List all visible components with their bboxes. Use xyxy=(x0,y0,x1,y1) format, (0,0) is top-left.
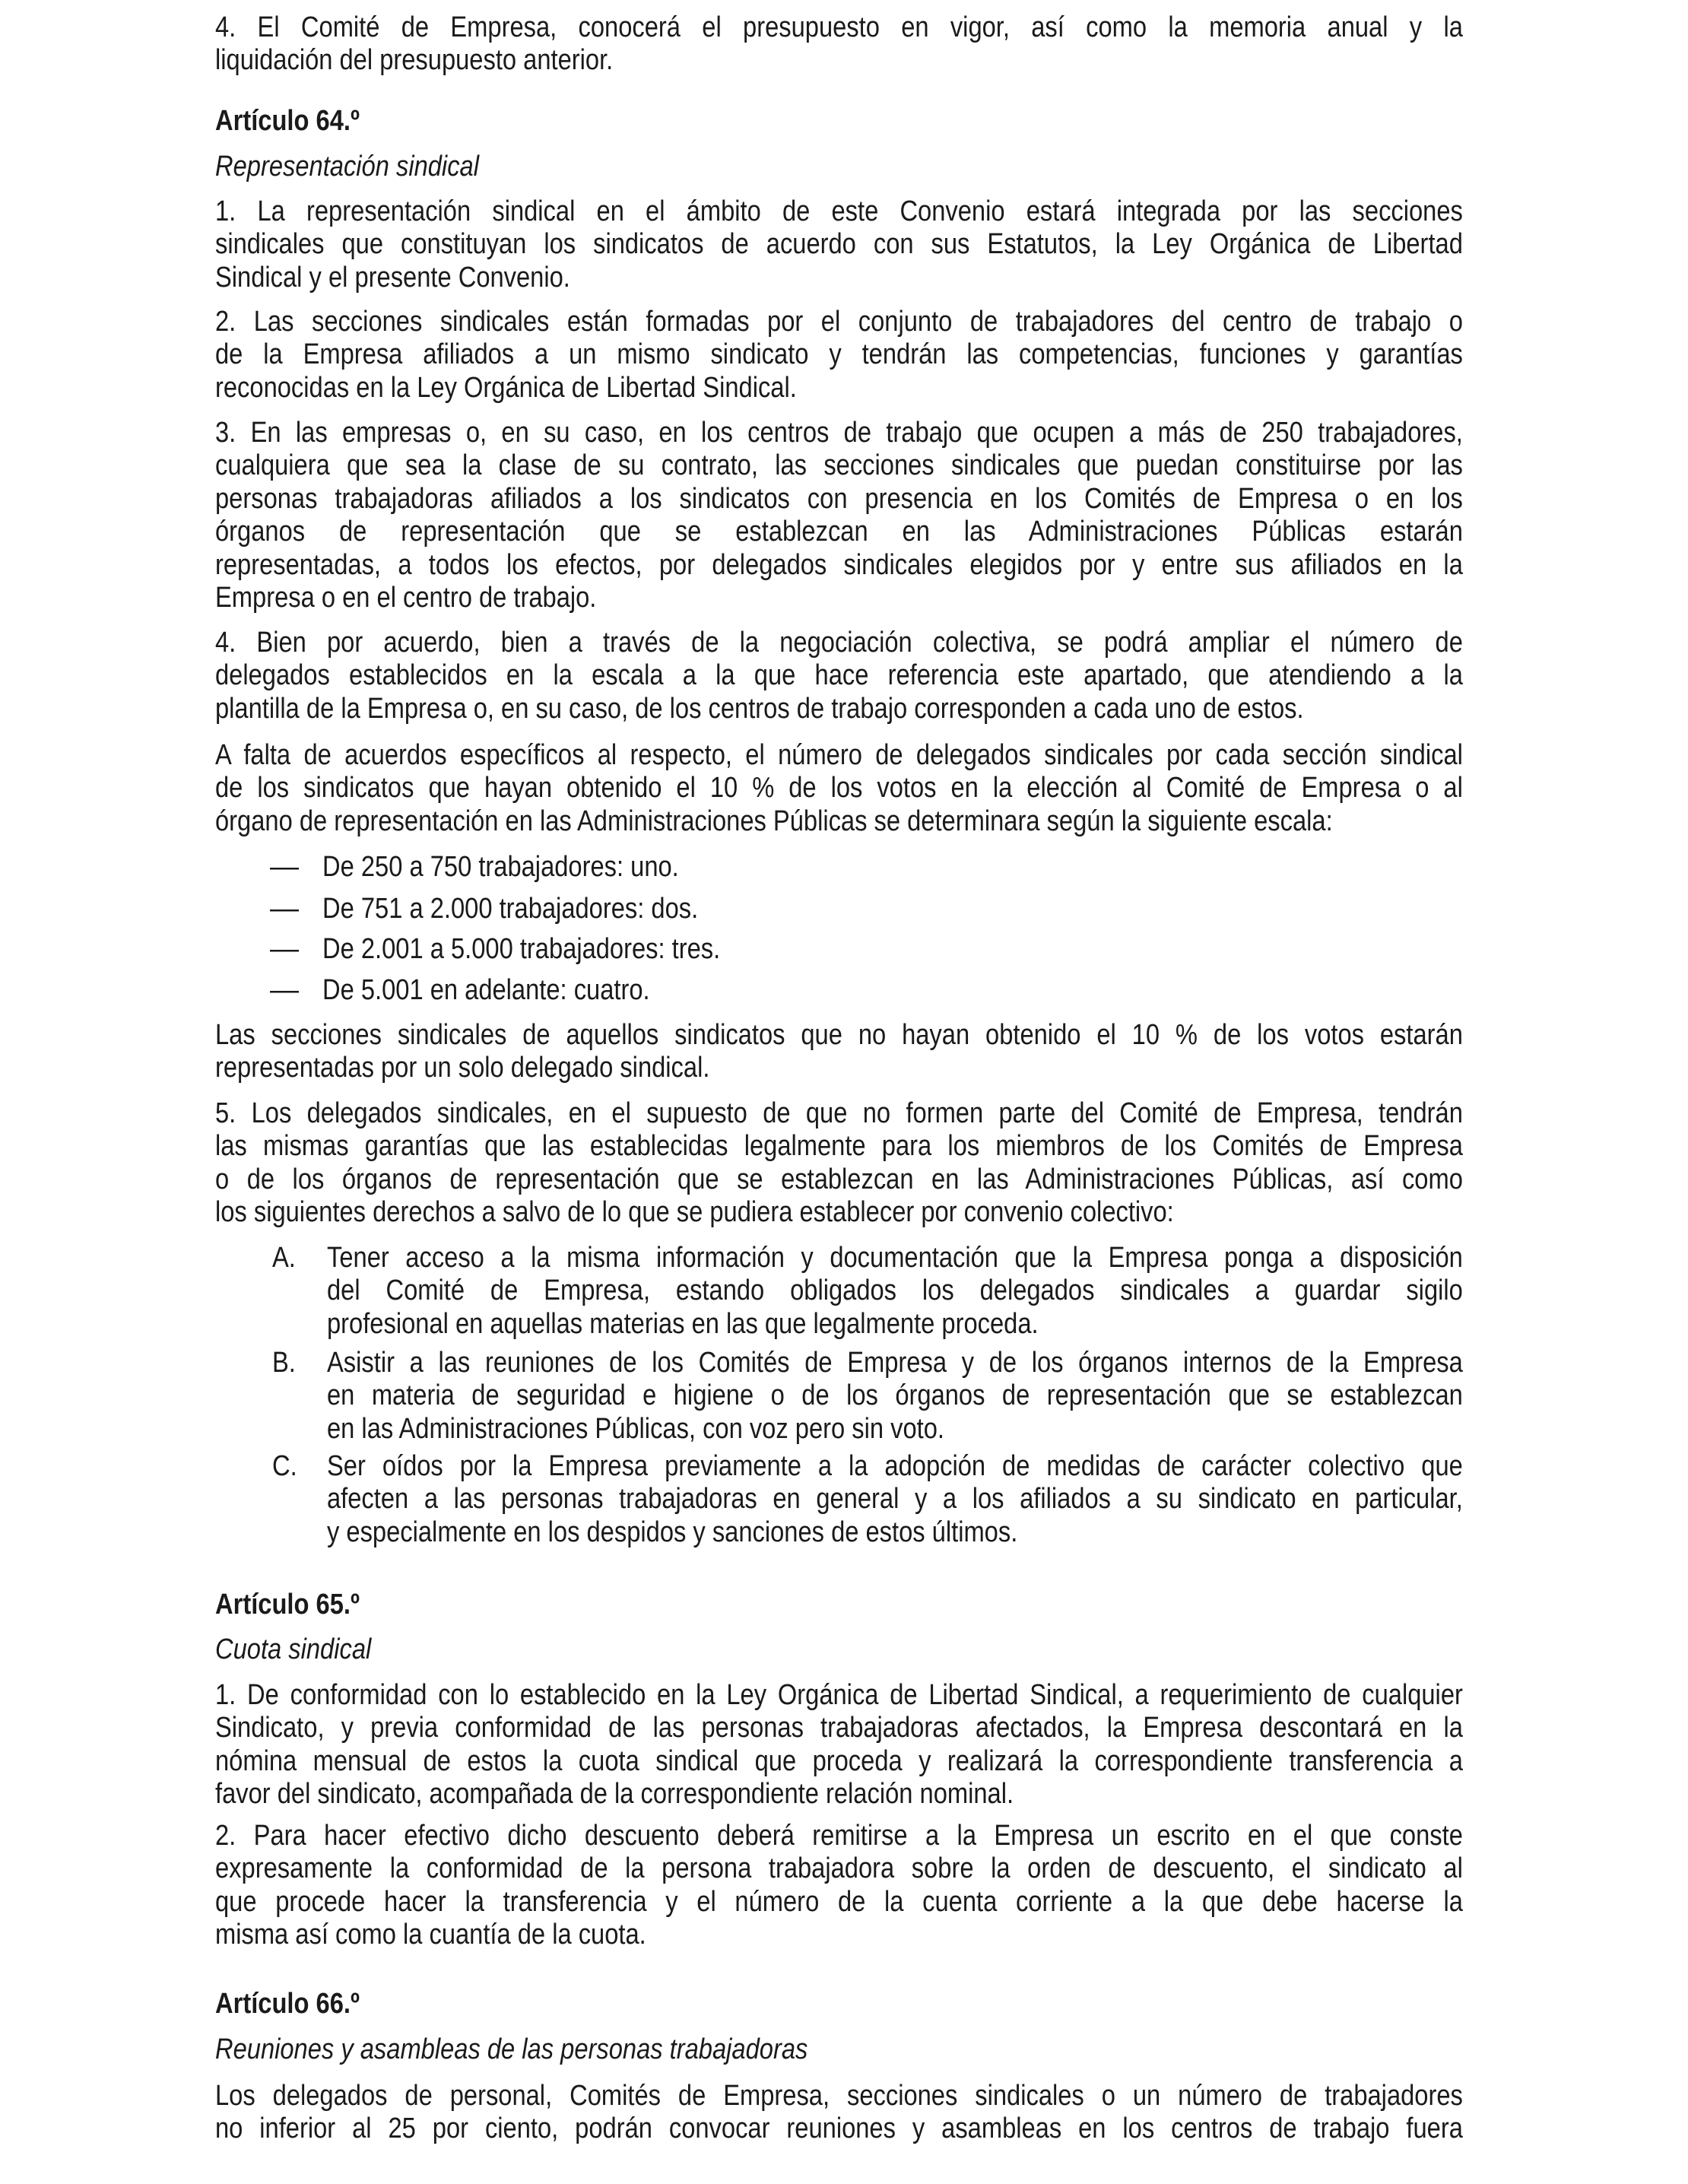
paragraph-64-2 xyxy=(215,306,1463,405)
article-subtitle: Cuota sindical xyxy=(215,1633,372,1665)
text-line: órganos de representación que se establezcan en las Administraciones Públicas estarán xyxy=(215,516,1463,548)
text-line: en materia de seguridad e higiene o de los órganos de representación que se establezcan xyxy=(327,1379,1463,1412)
paragraph-64-3 xyxy=(215,417,1463,614)
text-line: cualquiera que sea la clase de su contrato, las secciones sindicales que puedan constituirse por las xyxy=(215,449,1463,482)
list-letter: A. xyxy=(272,1242,296,1274)
list-item-text xyxy=(327,1242,1463,1341)
article-title: Artículo 66.º xyxy=(215,1988,360,2020)
article-title: Artículo 64.º xyxy=(215,105,360,137)
text-line: afecten a las personas trabajadoras en general y a los afiliados a su sindicato en particular, xyxy=(327,1483,1463,1516)
text-line: que procede hacer la transferencia y el número de la cuenta corriente a la que debe hacerse la xyxy=(215,1885,1463,1918)
list-letter: C. xyxy=(272,1450,297,1482)
text-line: en las Administraciones Públicas, con voz pero sin voto. xyxy=(327,1412,944,1445)
text-line: plantilla de la Empresa o, en su caso, de los centros de trabajo corresponden a cada uno de estos. xyxy=(215,692,1304,725)
text-line: A falta de acuerdos específicos al respecto, el número de delegados sindicales por cada sección sindical xyxy=(215,739,1463,771)
paragraph-64-minority xyxy=(215,1019,1463,1085)
article-64-subtitle xyxy=(215,151,1463,183)
text-line: Sindicato, y previa conformidad de las personas trabajadoras afectados, la Empresa descontará en la xyxy=(215,1712,1463,1744)
article-65-subtitle xyxy=(215,1633,1463,1666)
article-66-subtitle xyxy=(215,2033,1463,2066)
text-line: liquidación del presupuesto anterior. xyxy=(215,44,614,77)
text-line: Los delegados de personal, Comités de Empresa, secciones sindicales o un número de trabajadores xyxy=(215,2080,1463,2112)
paragraph-64-1 xyxy=(215,195,1463,294)
paragraph-64-5 xyxy=(215,1097,1463,1230)
text-line: y especialmente en los despidos y sanciones de estos últimos. xyxy=(327,1516,1018,1548)
list-item-text: De 5.001 en adelante: cuatro. xyxy=(322,974,650,1006)
text-line: 1. La representación sindical en el ámbito de este Convenio estará integrada por las secciones xyxy=(215,195,1463,227)
text-line: o de los órganos de representación que se establezcan en las Administraciones Públicas, así como xyxy=(215,1163,1463,1195)
article-subtitle: Reuniones y asambleas de las personas trabajadoras xyxy=(215,2033,808,2065)
list-item-text: De 751 a 2.000 trabajadores: dos. xyxy=(322,893,699,925)
text-line: representadas, a todos los efectos, por delegados sindicales elegidos por y entre sus afiliados en la xyxy=(215,548,1463,581)
text-line: 4. El Comité de Empresa, conocerá el presupuesto en vigor, así como la memoria anual y la xyxy=(215,11,1463,43)
text-line: 1. De conformidad con lo establecido en la Ley Orgánica de Libertad Sindical, a requerimiento de cualquier xyxy=(215,1679,1463,1711)
text-line: favor del sindicato, acompañada de la correspondiente relación nominal. xyxy=(215,1778,1014,1811)
list-item-text: De 2.001 a 5.000 trabajadores: tres. xyxy=(322,933,721,965)
text-line: 2. Las secciones sindicales están formadas por el conjunto de trabajadores del centro de trabajo o xyxy=(215,306,1463,338)
list-letter: B. xyxy=(272,1347,296,1379)
list-item-text xyxy=(327,1347,1463,1446)
text-line: las mismas garantías que las establecidas legalmente para los miembros de los Comités de Empresa xyxy=(215,1130,1463,1163)
text-line: misma así como la cuantía de la cuota. xyxy=(215,1919,646,1951)
text-line: del Comité de Empresa, estando obligados los delegados sindicales a guardar sigilo xyxy=(327,1275,1463,1307)
text-line: Asistir a las reuniones de los Comités de Empresa y de los órganos internos de la Empresa xyxy=(327,1347,1463,1379)
list-item-text: De 250 a 750 trabajadores: uno. xyxy=(322,851,679,883)
text-line: Tener acceso a la misma información y documentación que la Empresa ponga a disposición xyxy=(327,1242,1463,1274)
text-line: 5. Los delegados sindicales, en el supuesto de que no formen parte del Comité de Empresa, tendrán xyxy=(215,1097,1463,1129)
text-line: profesional en aquellas materias en las que legalmente proceda. xyxy=(327,1307,1039,1340)
paragraph-66-1 xyxy=(215,2080,1463,2146)
em-dash-bullet: — xyxy=(270,851,299,883)
text-line: delegados establecidos en la escala a la que hace referencia este apartado, que atendiendo a la xyxy=(215,659,1463,692)
article-66-heading xyxy=(215,1988,1463,2021)
text-line: personas trabajadoras afiliados a los sindicatos con presencia en los Comités de Empresa o en los xyxy=(215,482,1463,515)
text-line: expresamente la conformidad de la persona trabajadora sobre la orden de descuento, el sindicato al xyxy=(215,1852,1463,1885)
paragraph-64-scale-intro xyxy=(215,739,1463,838)
text-line: órgano de representación en las Administraciones Públicas se determinara según la siguiente escala: xyxy=(215,805,1333,837)
text-line: 3. En las empresas o, en su caso, en los centros de trabajo que ocupen a más de 250 trabajadores, xyxy=(215,417,1463,449)
text-line: 2. Para hacer efectivo dicho descuento deberá remitirse a la Empresa un escrito en el que conste xyxy=(215,1820,1463,1852)
text-line: Empresa o en el centro de trabajo. xyxy=(215,581,597,614)
text-line: Las secciones sindicales de aquellos sindicatos que no hayan obtenido el 10 % de los votos estarán xyxy=(215,1019,1463,1051)
em-dash-bullet: — xyxy=(270,933,299,965)
text-line: de los sindicatos que hayan obtenido el 10 % de los votos en la elección al Comité de Empresa o al xyxy=(215,772,1463,805)
article-subtitle: Representación sindical xyxy=(215,151,479,183)
text-line: sindicales que constituyan los sindicatos de acuerdo con sus Estatutos, la Ley Orgánica de Libertad xyxy=(215,228,1463,261)
text-line: no inferior al 25 por ciento, podrán convocar reuniones y asambleas en los centros de trabajo fuera xyxy=(215,2113,1463,2145)
paragraph-65-2 xyxy=(215,1820,1463,1952)
text-line: representadas por un solo delegado sindical. xyxy=(215,1052,710,1084)
em-dash-bullet: — xyxy=(270,893,299,925)
text-line: reconocidas en la Ley Orgánica de Libertad Sindical. xyxy=(215,371,797,404)
text-line: nómina mensual de estos la cuota sindical que proceda y realizará la correspondiente transferencia a xyxy=(215,1744,1463,1777)
paragraph-65-1 xyxy=(215,1679,1463,1811)
text-line: 4. Bien por acuerdo, bien a través de la negociación colectiva, se podrá ampliar el número de xyxy=(215,627,1463,659)
list-item-text xyxy=(327,1450,1463,1549)
article-title: Artículo 65.º xyxy=(215,1589,360,1621)
text-line: los siguientes derechos a salvo de lo que se pudiera establecer por convenio colectivo: xyxy=(215,1196,1174,1229)
article-64-heading xyxy=(215,105,1463,138)
text-line: Ser oídos por la Empresa previamente a la adopción de medidas de carácter colectivo que xyxy=(327,1450,1463,1482)
text-line: de la Empresa afiliados a un mismo sindicato y tendrán las competencias, funciones y garantías xyxy=(215,338,1463,371)
em-dash-bullet: — xyxy=(270,974,299,1006)
paragraph-budget xyxy=(215,11,1463,78)
article-65-heading xyxy=(215,1589,1463,1621)
paragraph-64-4 xyxy=(215,627,1463,725)
text-line: Sindical y el presente Convenio. xyxy=(215,261,570,294)
